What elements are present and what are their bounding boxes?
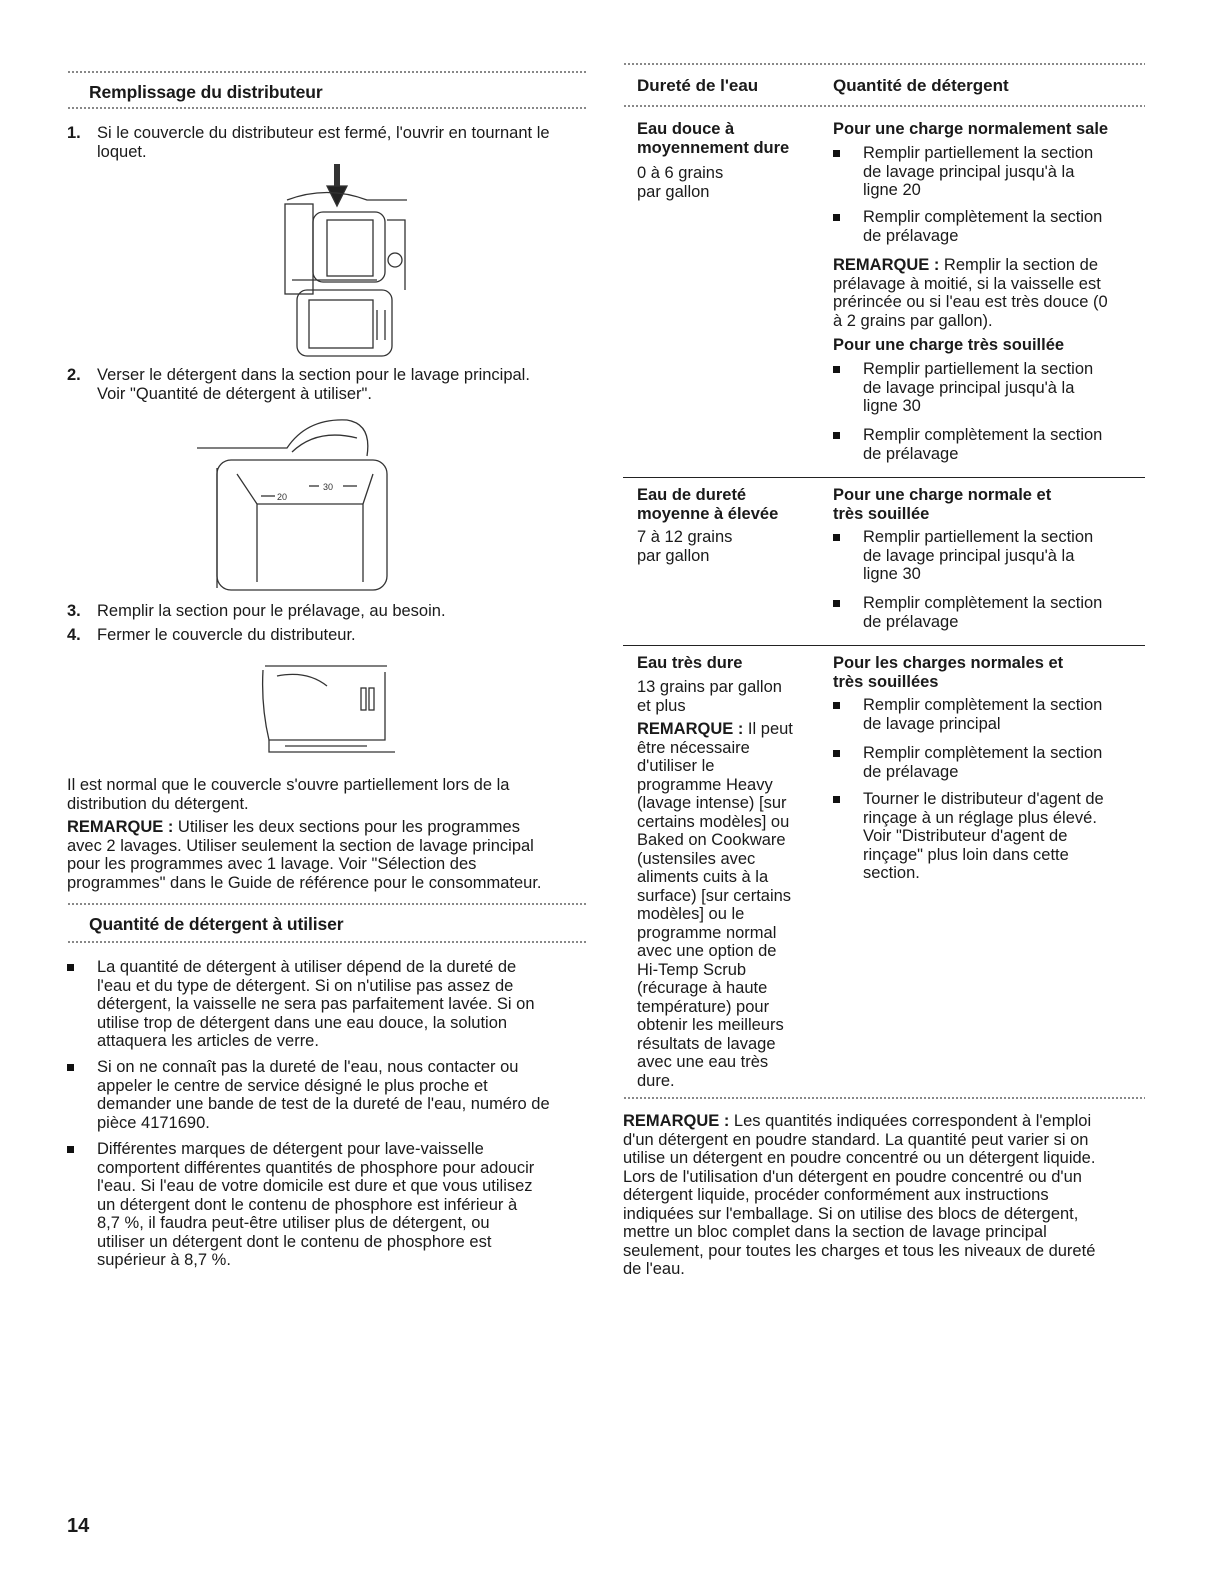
- dispenser-closed-illustration: [257, 656, 397, 761]
- normal-opening-paragraph: Il est normal que le couvercle s'ouvre partiellement lors de la distribution du détergent.: [67, 776, 510, 813]
- table-header-hardness: Dureté de l'eau: [637, 76, 759, 95]
- bullet-square-icon: [833, 600, 840, 607]
- row3-hardness-value: 13 grains par gallon et plus: [637, 678, 782, 715]
- page-number: 14: [67, 1515, 90, 1537]
- table-top-rule: [623, 62, 1145, 66]
- row1-hardness-value: 0 à 6 grains par gallon: [637, 164, 724, 201]
- bullet-square-icon: [67, 964, 74, 971]
- svg-text:30: 30: [323, 482, 334, 492]
- bullet-square-icon: [833, 214, 840, 221]
- row2-subtitle: Pour une charge normale et très souillée: [833, 486, 1052, 523]
- table-bottom-rule: [623, 1096, 1145, 1100]
- bottom-remarque-paragraph: REMARQUE : Les quantités indiquées correspondent à l'emploi d'un détergent en poudre standard. La quantité peut varier si on utilise un détergent en poudre concentré ou un détergent liquide. Lors de l'utilisation d'un détergent en poudre concentré ou d'un détergent liquide, procéder conformément aux instructions indiquées sur l'emballage. Si on utilise des blocs de détergent, mettre un bloc complet dans la section de lavage principal seulement, pour toutes les charges et tous les niveaux de dureté de l'eau.: [623, 1112, 1096, 1278]
- table-header-rule: [623, 104, 1145, 108]
- bullet-square-icon: [833, 432, 840, 439]
- bullet-square-icon: [67, 1064, 74, 1071]
- row1-subtitle-heavy: Pour une charge très souillée: [833, 336, 1065, 354]
- step-number: 1.: [67, 124, 81, 142]
- detergent-fill-lines-illustration: [197, 408, 407, 598]
- step-text-line: Si le couvercle du distributeur est fermé, l'ouvrir en tournant le: [97, 124, 550, 142]
- bullet-square-icon: [833, 796, 840, 803]
- step-number: 3.: [67, 602, 81, 620]
- step-text-line: Remplir la section pour le prélavage, au besoin.: [97, 602, 446, 620]
- row3-subtitle: Pour les charges normales et très souillées: [833, 654, 1064, 691]
- section-divider: [67, 70, 587, 74]
- step-number: 4.: [67, 626, 81, 644]
- remarque-paragraph: REMARQUE : Utiliser les deux sections pour les programmes avec 2 lavages. Utiliser seulement la section de lavage principal pour les programmes avec 1 lavage. Voir "Sélection des programmes" dans le Guide de référence pour le consommateur.: [67, 818, 542, 892]
- row1-hardness-title: Eau douce à moyennement dure: [637, 120, 790, 157]
- svg-text:20: 20: [277, 492, 288, 502]
- table-header-quantity: Quantité de détergent: [833, 76, 1009, 95]
- row2-hardness-title: Eau de dureté moyenne à élevée: [637, 486, 779, 523]
- section-divider: [67, 106, 587, 110]
- step-text-line: Verser le détergent dans la section pour le lavage principal.: [97, 366, 530, 384]
- row-divider: [623, 477, 1145, 478]
- section-title-dispenser: Remplissage du distributeur: [89, 82, 323, 102]
- bullet-square-icon: [67, 1146, 74, 1153]
- row3-hardness-title: Eau très dure: [637, 654, 743, 672]
- dispenser-open-latch-illustration: [267, 160, 417, 360]
- row-divider: [623, 645, 1145, 646]
- section-title-detergent-quantity: Quantité de détergent à utiliser: [89, 914, 344, 934]
- step-number: 2.: [67, 366, 81, 384]
- bullet-square-icon: [833, 150, 840, 157]
- bullet-square-icon: [833, 750, 840, 757]
- bullet-square-icon: [833, 534, 840, 541]
- step-text-line: loquet.: [97, 142, 147, 161]
- bullet-square-icon: [833, 366, 840, 373]
- section-divider: [67, 902, 587, 906]
- row1-remarque: REMARQUE : Remplir la section de prélavage à moitié, si la vaisselle est prérincée ou si l'eau est très douce (0 à 2 grains par gallon).: [833, 256, 1108, 330]
- row1-subtitle-normal: Pour une charge normalement sale: [833, 120, 1109, 138]
- remarque-label: REMARQUE :: [67, 818, 174, 836]
- section-divider: [67, 940, 587, 944]
- step-text-line: Voir "Quantité de détergent à utiliser".: [97, 384, 372, 403]
- row2-hardness-value: 7 à 12 grains par gallon: [637, 528, 733, 565]
- bullet-square-icon: [833, 702, 840, 709]
- row3-remarque: REMARQUE : Il peut être nécessaire d'utiliser le programme Heavy (lavage intense) [sur certains modèles] ou Baked on Cookware (ustensiles avec aliments cuits à la surface) [sur certains modèles] ou le programme normal avec une option de Hi-Temp Scrub (récurage à haute température) pour obtenir les meilleurs résultats de lavage avec une eau très dure.: [637, 720, 793, 1090]
- step-text-line: Fermer le couvercle du distributeur.: [97, 626, 356, 644]
